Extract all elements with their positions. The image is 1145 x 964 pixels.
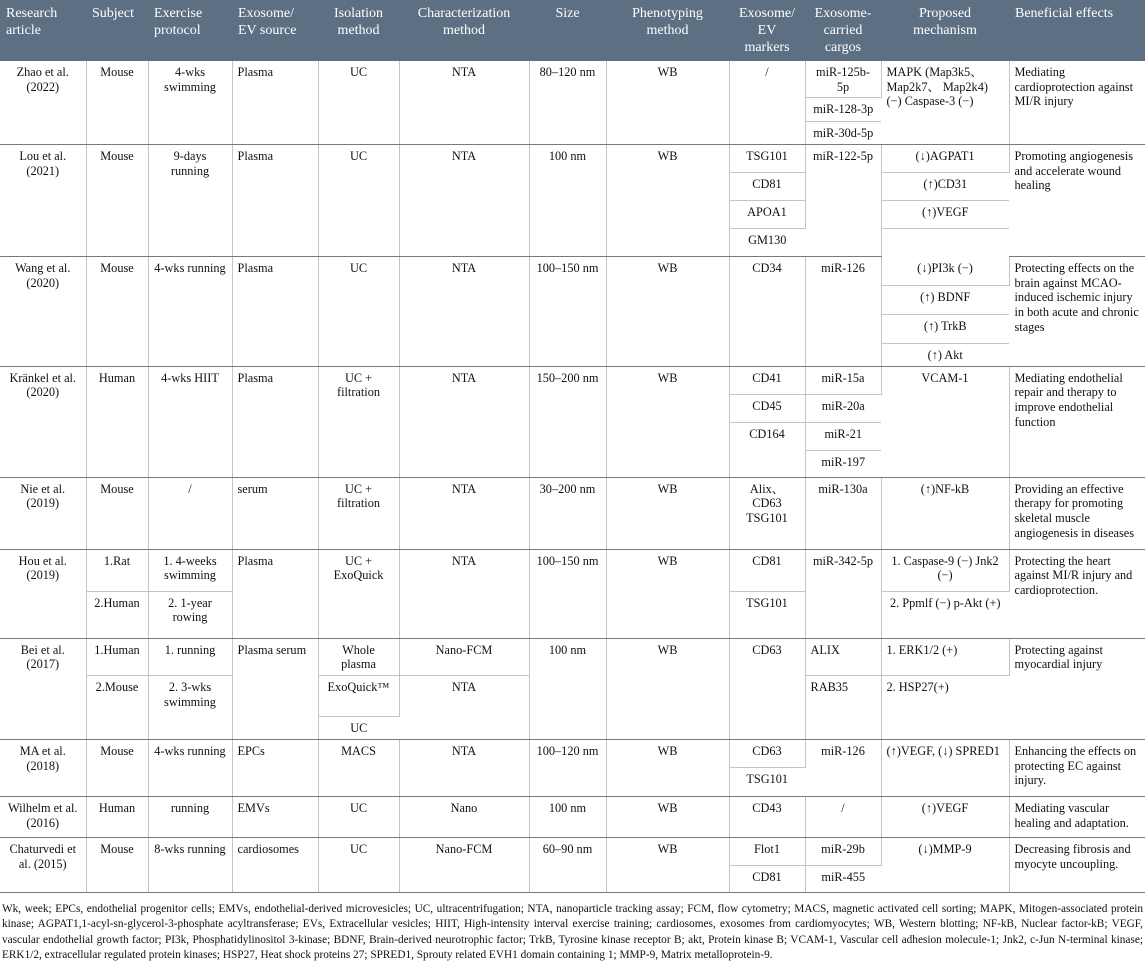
cell-phenotyping: WB [606, 638, 729, 739]
header-cargos: Exosome-carried cargos [805, 0, 881, 61]
cell-mechanism: (↑) BDNF [881, 286, 1009, 315]
cell-subject: 1.Human [86, 638, 148, 675]
cell-characterization: NTA [399, 739, 529, 796]
cell-mechanism: (↑)NF-kB [881, 477, 1009, 549]
cell-source: Plasma [232, 549, 318, 638]
cell-size: 30–200 nm [529, 477, 606, 549]
cell-mechanism: (↓)PI3k (−) [881, 257, 1009, 286]
cell-effects: Mediating cardioprotection against MI/R injury [1009, 61, 1145, 145]
cell-cargo: miR-128-3p [805, 98, 881, 122]
table-row [0, 366, 1145, 394]
cell-mechanism: (↑)VEGF, (↓) SPRED1 [881, 739, 1009, 796]
cell-marker: CD81 [729, 173, 805, 201]
header-research-article: Research article [0, 0, 86, 61]
cell-mechanism: (↑) TrkB [881, 315, 1009, 344]
cell-size: 100–120 nm [529, 739, 606, 796]
cell-isolation: Whole plasma [318, 638, 399, 675]
cell-mechanism: (↑)VEGF [881, 201, 1009, 229]
cell-phenotyping: WB [606, 61, 729, 145]
cell-phenotyping: WB [606, 837, 729, 892]
cell-effects: Decreasing fibrosis and myocyte uncoupling. [1009, 837, 1145, 892]
cell-protocol: 4-wks HIIT [148, 366, 232, 477]
header-isolation-method: Isolation method [318, 0, 399, 61]
cell-cargo: miR-126 [805, 257, 881, 367]
cell-characterization: NTA [399, 675, 529, 739]
cell-mechanism: VCAM-1 [881, 366, 1009, 477]
cell-cargo: miR-130a [805, 477, 881, 549]
cell-source: Plasma [232, 145, 318, 257]
cell-marker: CD34 [729, 257, 805, 367]
cell-phenotyping: WB [606, 549, 729, 638]
header-characterization-method: Characterization method [399, 0, 529, 61]
cell-marker: / [729, 61, 805, 145]
cell-phenotyping: WB [606, 477, 729, 549]
table-footnote: Wk, week; EPCs, endothelial progenitor cells; EMVs, endothelial-derived microvesicles; UC, ultracentrifugation; NTA, nanoparticle tracking assay; FCM, flow cytometry; MACS, magnetic activated cell sorting; MAPK, Mitogen-associated protein kinase; AGPAT1,1-acyl-sn-glycerol-3-phosphate acyltransferase; EVs, Extracellular vesicles; HIIT, High-intensity interval exercise training; cardiosomes, exosomes from cardiomyocytes; WB, Western blotting; NF-kB, Nuclear factor-kB; VEGF, vascular endothelial growth factor; PI3k, Phosphatidylinositol 3-kinase; BDNF, Brain-derived neurotrophic factor; TrkB, Tyrosine kinase receptor B; akt, Protein kinase B; VCAM-1, Vascular cell adhesion molecule-1; Jnk2, c-Jun N-terminal kinase; ERK1/2, extracellular regulated protein kinases; HSP27, Heat shock proteins 27; SPRED1, Sprouty related EVH1 domain containing 1; MMP-9, Matrix metalloprotein-9. [2, 902, 1143, 962]
cell-mechanism: (↑)VEGF [881, 796, 1009, 837]
cell-cargo: miR-30d-5p [805, 122, 881, 145]
cell-size: 100 nm [529, 796, 606, 837]
cell-subject: 2.Human [86, 591, 148, 638]
cell-cargo: miR-125b-5p [805, 61, 881, 98]
cell-cargo: miR-15a [805, 366, 881, 394]
cell-source: EPCs [232, 739, 318, 796]
table-row [0, 796, 1145, 837]
cell-cargo: ALIX [805, 638, 881, 675]
cell-size: 100 nm [529, 638, 606, 739]
cell-size: 60–90 nm [529, 837, 606, 892]
cell-cargo: miR-122-5p [805, 145, 881, 257]
cell-subject: Mouse [86, 477, 148, 549]
cell-effects: Protecting effects on the brain against MCAO-induced ischemic injury in both acute and chronic stages [1009, 257, 1145, 367]
cell-cargo: miR-21 [805, 422, 881, 450]
cell-phenotyping: WB [606, 739, 729, 796]
cell-subject: 2.Mouse [86, 675, 148, 739]
cell-mechanism: (↑) Akt [881, 344, 1009, 367]
cell-effects: Protecting against myocardial injury [1009, 638, 1145, 739]
cell-marker: CD81 [729, 865, 805, 892]
cell-source: cardiosomes [232, 837, 318, 892]
cell-article: Kränkel et al. (2020) [0, 366, 86, 477]
cell-effects: Mediating endothelial repair and therapy to improve endothelial function [1009, 366, 1145, 477]
table-row [0, 549, 1145, 591]
cell-characterization: NTA [399, 145, 529, 257]
header-exercise-protocol: Exercise protocol [148, 0, 232, 61]
header-beneficial-effects: Beneficial effects [1009, 0, 1145, 61]
cell-source: EMVs [232, 796, 318, 837]
cell-effects: Protecting the heart against MI/R injury and cardioprotection. [1009, 549, 1145, 638]
cell-marker: TSG101 [729, 145, 805, 173]
cell-characterization: Nano-FCM [399, 837, 529, 892]
cell-protocol: / [148, 477, 232, 549]
cell-isolation: UC + ExoQuick [318, 549, 399, 638]
cell-marker: TSG101 [729, 591, 805, 638]
cell-size: 100–150 nm [529, 549, 606, 638]
cell-mechanism: (↓)AGPAT1 [881, 145, 1009, 173]
cell-size: 80–120 nm [529, 61, 606, 145]
cell-isolation: UC [318, 257, 399, 367]
cell-effects: Mediating vascular healing and adaptation. [1009, 796, 1145, 837]
header-ev-source: Exosome/ EV source [232, 0, 318, 61]
header-size: Size [529, 0, 606, 61]
cell-cargo: miR-197 [805, 450, 881, 477]
cell-isolation: ExoQuick™ [318, 675, 399, 716]
cell-protocol: 4-wks swimming [148, 61, 232, 145]
cell-protocol: 2. 1-year rowing [148, 591, 232, 638]
cell-source: Plasma [232, 61, 318, 145]
cell-marker: CD81 [729, 549, 805, 591]
cell-source: serum [232, 477, 318, 549]
cell-subject: Mouse [86, 257, 148, 367]
cell-protocol: 4-wks running [148, 739, 232, 796]
cell-article: Lou et al. (2021) [0, 145, 86, 257]
header-ev-markers: Exosome/ EV markers [729, 0, 805, 61]
cell-article: Nie et al. (2019) [0, 477, 86, 549]
cell-article: Hou et al. (2019) [0, 549, 86, 638]
cell-mechanism: 2. HSP27(+) [881, 675, 1009, 739]
cell-article: MA et al. (2018) [0, 739, 86, 796]
cell-mechanism: MAPK (Map3k5、 Map2k7、 Map2k4) (−) Caspase-3 (−) [881, 61, 1009, 145]
cell-isolation: UC [318, 716, 399, 739]
cell-marker: APOA1 [729, 201, 805, 229]
cell-isolation: UC + filtration [318, 477, 399, 549]
cell-phenotyping: WB [606, 145, 729, 257]
header-phenotyping-method: Phenotyping method [606, 0, 729, 61]
cell-marker: CD164 [729, 422, 805, 477]
cell-characterization: NTA [399, 366, 529, 477]
cell-marker: CD63 [729, 638, 805, 739]
cell-article: Zhao et al. (2022) [0, 61, 86, 145]
cell-size: 100 nm [529, 145, 606, 257]
cell-protocol: 1. running [148, 638, 232, 675]
cell-subject: Mouse [86, 61, 148, 145]
cell-article: Wang et al. (2020) [0, 257, 86, 367]
table-row [0, 257, 1145, 286]
cell-marker: CD41 [729, 366, 805, 394]
cell-cargo: miR-455 [805, 865, 881, 892]
cell-characterization: Nano [399, 796, 529, 837]
cell-effects: Promoting angiogenesis and accelerate wound healing [1009, 145, 1145, 257]
cell-size: 100–150 nm [529, 257, 606, 367]
cell-isolation: UC [318, 796, 399, 837]
cell-subject: Human [86, 366, 148, 477]
cell-subject: 1.Rat [86, 549, 148, 591]
cell-effects: Enhancing the effects on protecting EC against injury. [1009, 739, 1145, 796]
table-row [0, 638, 1145, 675]
cell-cargo: miR-342-5p [805, 549, 881, 638]
cell-size: 150–200 nm [529, 366, 606, 477]
cell-marker: GM130 [729, 229, 805, 257]
cell-article: Wilhelm et al. (2016) [0, 796, 86, 837]
cell-subject: Mouse [86, 145, 148, 257]
cell-cargo: miR-126 [805, 739, 881, 796]
cell-isolation: UC + filtration [318, 366, 399, 477]
cell-marker: TSG101 [729, 767, 805, 796]
cell-marker: Alix、 CD63 TSG101 [729, 477, 805, 549]
header-row [0, 0, 1145, 61]
cell-protocol: 9-days running [148, 145, 232, 257]
cell-subject: Mouse [86, 739, 148, 796]
cell-subject: Mouse [86, 837, 148, 892]
table-row [0, 477, 1145, 549]
cell-cargo: miR-20a [805, 394, 881, 422]
cell-characterization: NTA [399, 61, 529, 145]
cell-characterization: Nano-FCM [399, 638, 529, 675]
cell-effects: Providing an effective therapy for promoting skeletal muscle angiogenesis in diseases [1009, 477, 1145, 549]
header-subject: Subject [86, 0, 148, 61]
cell-isolation: UC [318, 145, 399, 257]
cell-marker: CD43 [729, 796, 805, 837]
cell-phenotyping: WB [606, 796, 729, 837]
cell-source: Plasma serum [232, 638, 318, 739]
cell-isolation: MACS [318, 739, 399, 796]
cell-mechanism: (↑)CD31 [881, 173, 1009, 201]
table-row [0, 837, 1145, 865]
cell-cargo: miR-29b [805, 837, 881, 865]
cell-marker: Flot1 [729, 837, 805, 865]
cell-isolation: UC [318, 61, 399, 145]
cell-characterization: NTA [399, 477, 529, 549]
cell-marker: CD45 [729, 394, 805, 422]
cell-mechanism: (↓)MMP-9 [881, 837, 1009, 892]
cell-subject: Human [86, 796, 148, 837]
cell-marker: CD63 [729, 739, 805, 767]
cell-cargo: / [805, 796, 881, 837]
cell-characterization: NTA [399, 257, 529, 367]
cell-protocol: running [148, 796, 232, 837]
table-row [0, 739, 1145, 767]
cell-phenotyping: WB [606, 257, 729, 367]
header-proposed-mechanism: Proposed mechanism [881, 0, 1009, 61]
cell-protocol: 1. 4-weeks swimming [148, 549, 232, 591]
cell-article: Chaturvedi et al. (2015) [0, 837, 86, 892]
cell-isolation: UC [318, 837, 399, 892]
cell-source: Plasma [232, 366, 318, 477]
table-body [0, 61, 1145, 892]
cell-mechanism: 1. Caspase-9 (−) Jnk2 (−) [881, 549, 1009, 591]
cell-characterization: NTA [399, 549, 529, 638]
cell-article: Bei et al. (2017) [0, 638, 86, 739]
cell-phenotyping: WB [606, 366, 729, 477]
table-row [0, 145, 1145, 173]
cell-cargo: RAB35 [805, 675, 881, 739]
cell-mechanism: 2. Ppmlf (−) p-Akt (+) [881, 591, 1009, 638]
cell-mechanism: 1. ERK1/2 (+) [881, 638, 1009, 675]
table-row [0, 61, 1145, 98]
cell-protocol: 4-wks running [148, 257, 232, 367]
cell-source: Plasma [232, 257, 318, 367]
cell-protocol: 2. 3-wks swimming [148, 675, 232, 739]
cell-protocol: 8-wks running [148, 837, 232, 892]
